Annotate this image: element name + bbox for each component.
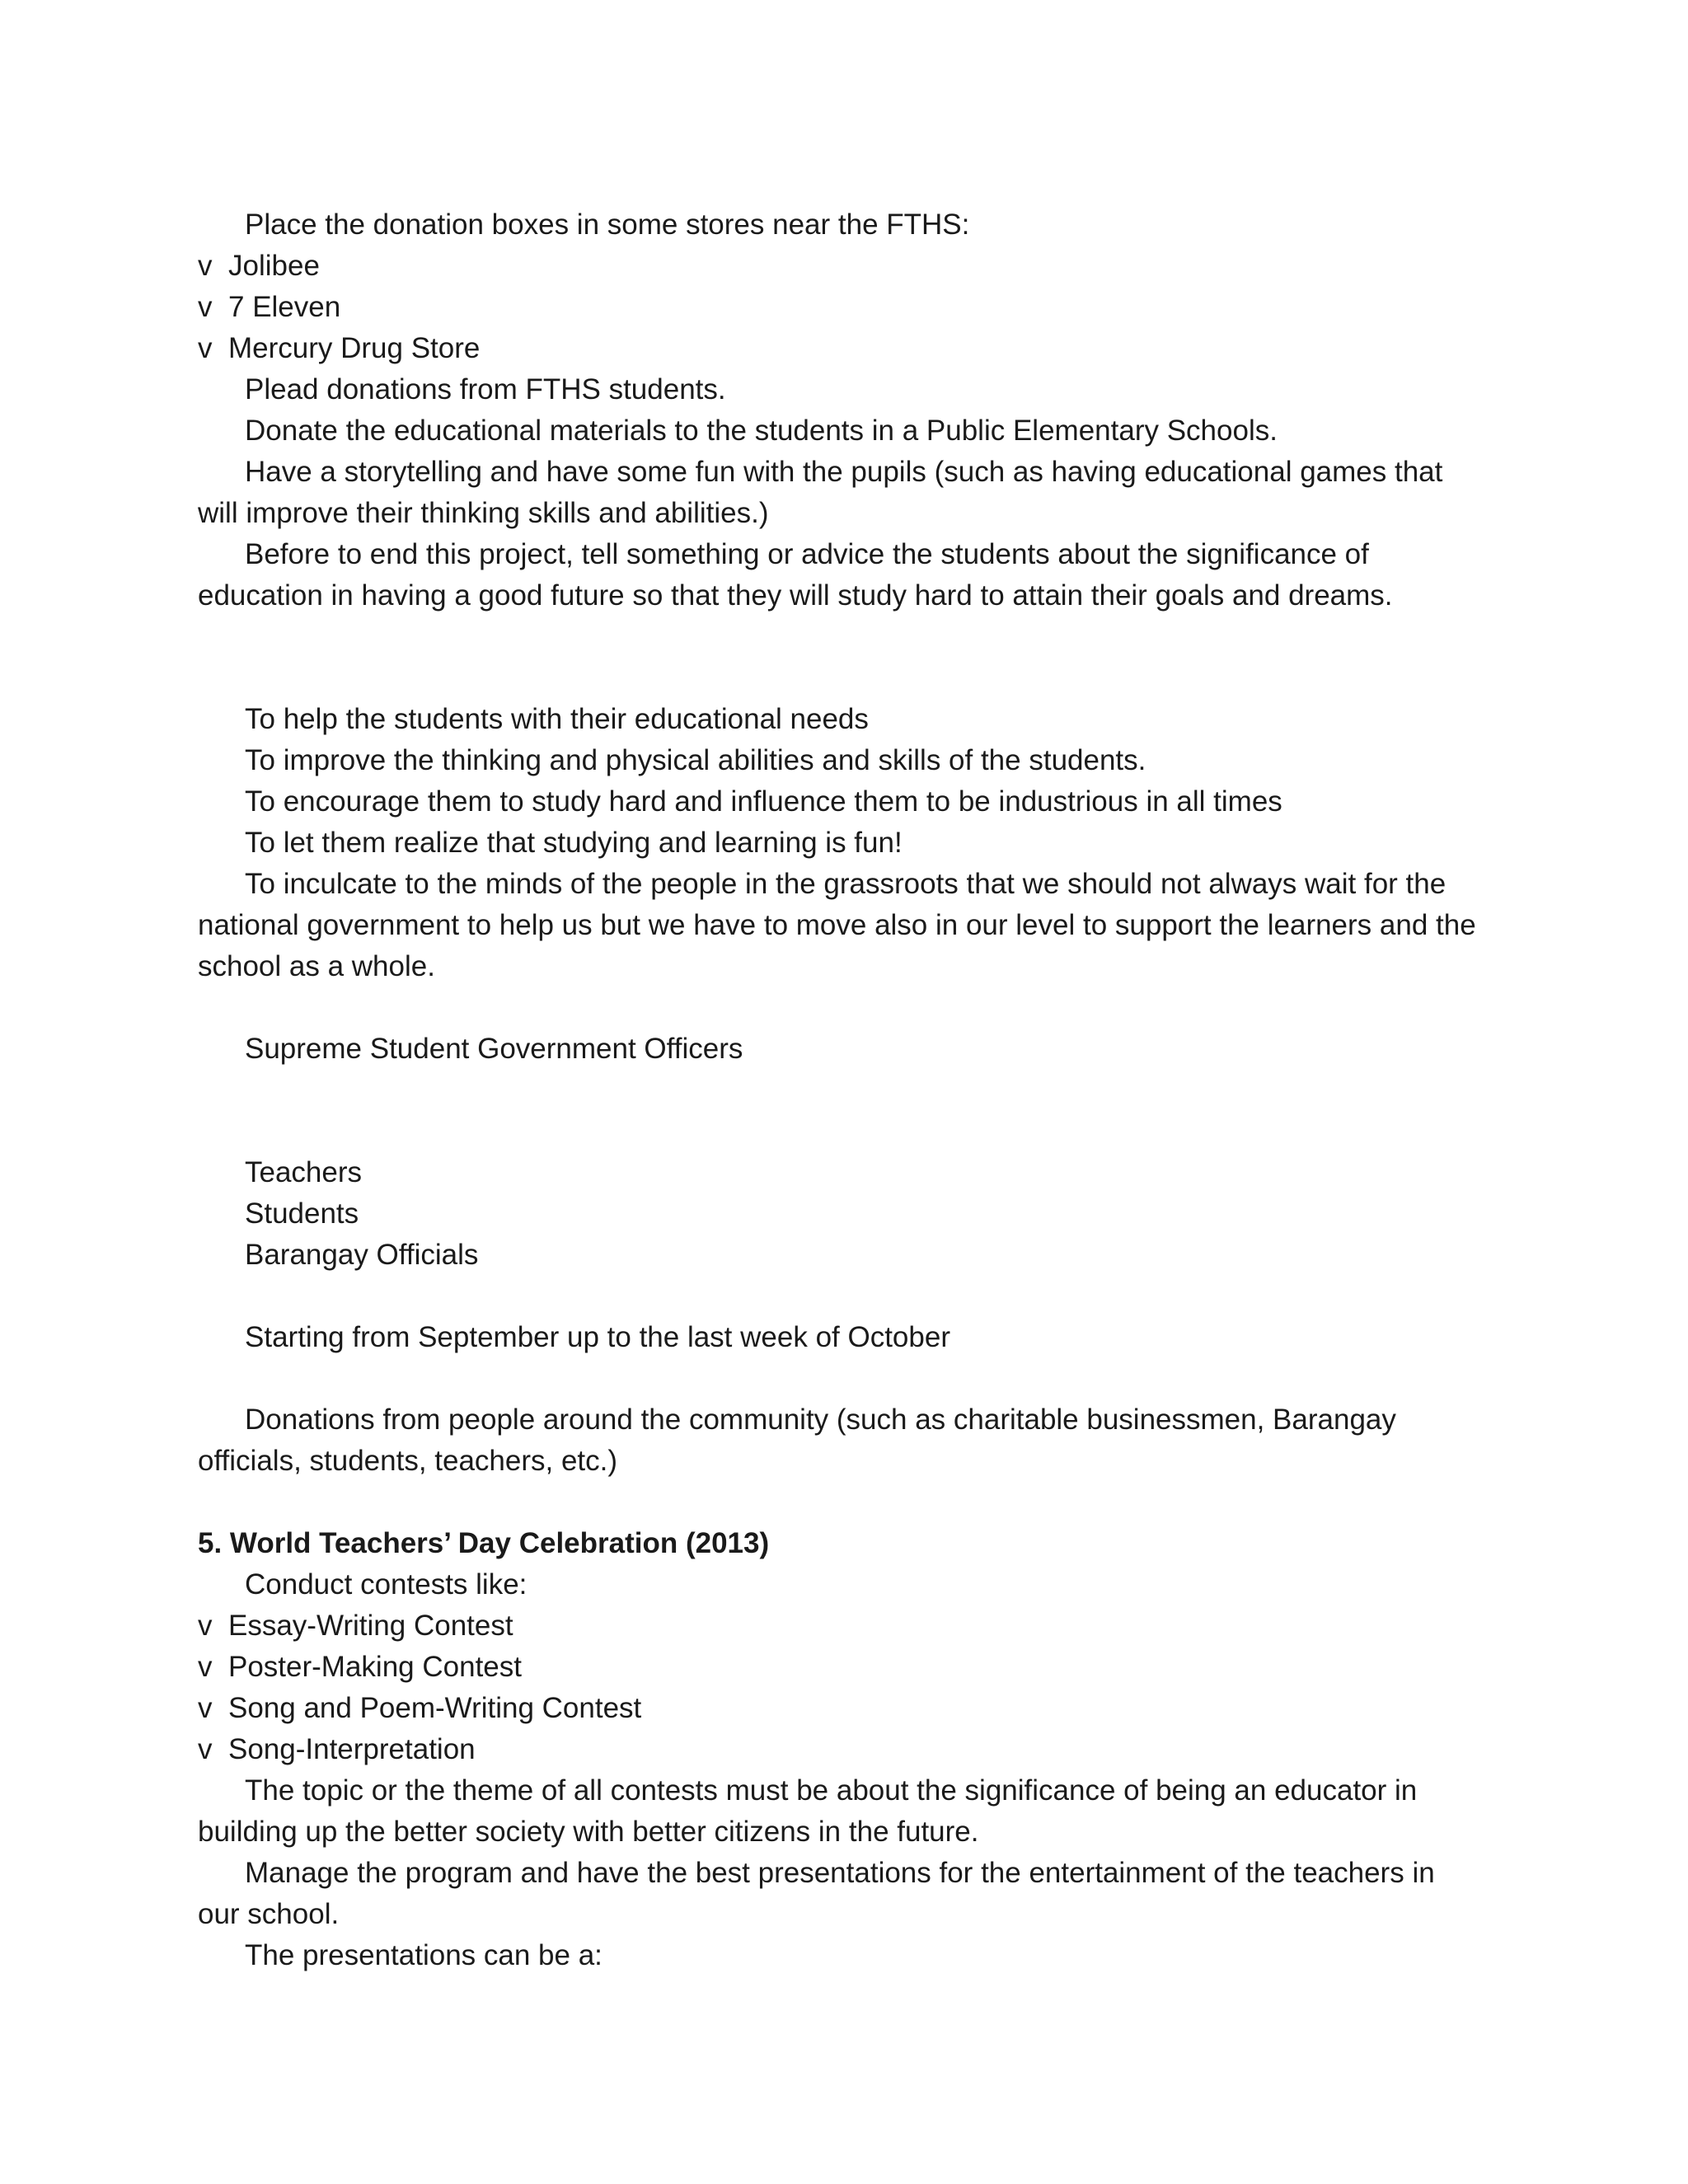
contest-list-item	[198, 1605, 1484, 1647]
bullet-mark: v	[198, 291, 213, 323]
advice-line: Before to end this project, tell something or advice the students about the significance of	[245, 538, 1369, 570]
advice-line-cont: education in having a good future so that they will study hard to attain their goals and dreams.	[198, 579, 1393, 612]
proponent-line: Supreme Student Government Officers	[245, 1033, 743, 1065]
storytelling-line-cont: will improve their thinking skills and abilities.)	[198, 497, 769, 529]
bullet-mark: v	[198, 1692, 213, 1724]
plead-line: Plead donations from FTHS students.	[245, 373, 726, 405]
store-name: 7 Eleven	[228, 291, 341, 323]
document-page	[198, 204, 1484, 1976]
spacer	[198, 1482, 1484, 1523]
spacer	[198, 1358, 1484, 1399]
participant-line: Students	[245, 1197, 359, 1230]
bullet-mark: v	[198, 1651, 213, 1683]
manage-line-cont: our school.	[198, 1898, 340, 1930]
presentations-line: The presentations can be a:	[245, 1939, 603, 1971]
topic-line: The topic or the theme of all contests must be about the significance of being an educator in	[245, 1774, 1418, 1807]
bullet-mark: v	[198, 332, 213, 364]
contest-list-item	[198, 1729, 1484, 1770]
topic-line-cont: building up the better society with better citizens in the future.	[198, 1816, 979, 1848]
objective-line: To help the students with their educational needs	[245, 703, 869, 735]
objective-line: To let them realize that studying and learning is fun!	[245, 827, 903, 859]
participant-line: Barangay Officials	[245, 1239, 479, 1271]
objective-line: To encourage them to study hard and influence them to be industrious in all times	[245, 785, 1282, 818]
contest-name: Song and Poem-Writing Contest	[228, 1692, 642, 1724]
bullet-mark: v	[198, 1610, 213, 1642]
contest-name: Essay-Writing Contest	[228, 1610, 513, 1642]
donate-line: Donate the educational materials to the students in a Public Elementary Schools.	[245, 415, 1278, 447]
contest-list-item	[198, 1647, 1484, 1688]
inculcate-line-cont: national government to help us but we have to move also in our level to support the learners and the	[198, 909, 1476, 941]
funding-line: Donations from people around the community (such as charitable businessmen, Barangay	[245, 1404, 1396, 1436]
storytelling-line: Have a storytelling and have some fun with the pupils (such as having educational games that	[245, 456, 1443, 488]
spacer	[198, 1070, 1484, 1152]
contest-list-item	[198, 1688, 1484, 1729]
store-name: Mercury Drug Store	[228, 332, 481, 364]
store-list-item	[198, 328, 1484, 369]
contest-name: Song-Interpretation	[228, 1733, 476, 1765]
participant-line: Teachers	[245, 1156, 363, 1188]
inculcate-line-cont: school as a whole.	[198, 950, 435, 982]
spacer	[198, 1276, 1484, 1317]
intro-line: Place the donation boxes in some stores near the FTHS:	[245, 209, 970, 241]
contests-intro-line: Conduct contests like:	[245, 1568, 528, 1601]
inculcate-line: To inculcate to the minds of the people in the grassroots that we should not always wait for the	[245, 868, 1447, 900]
store-name: Jolibee	[228, 250, 320, 282]
spacer	[198, 616, 1484, 699]
spacer	[198, 987, 1484, 1029]
schedule-line: Starting from September up to the last week of October	[245, 1321, 950, 1353]
section-heading: 5. World Teachers’ Day Celebration (2013)	[198, 1527, 770, 1559]
store-list-item	[198, 246, 1484, 287]
store-list-item	[198, 287, 1484, 328]
bullet-mark: v	[198, 1733, 213, 1765]
objective-line: To improve the thinking and physical abilities and skills of the students.	[245, 744, 1146, 776]
bullet-mark: v	[198, 250, 213, 282]
contest-name: Poster-Making Contest	[228, 1651, 522, 1683]
funding-line-cont: officials, students, teachers, etc.)	[198, 1445, 618, 1477]
manage-line: Manage the program and have the best presentations for the entertainment of the teachers in	[245, 1857, 1435, 1889]
